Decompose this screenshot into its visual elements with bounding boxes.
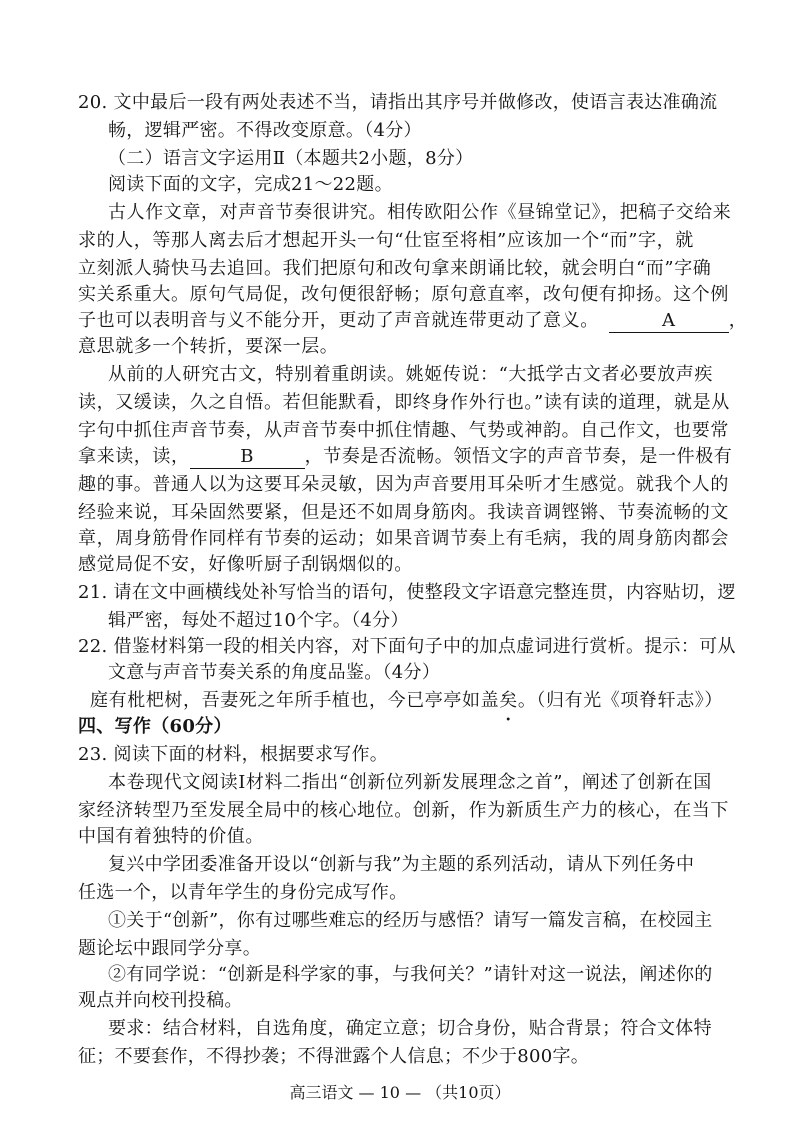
passage-p2-line: 感觉局促不安，好像听厨子刮锅烟似的。 [78, 554, 413, 575]
q23-task-1-line: ①关于“创新”，你有过哪些难忘的经历与感悟？请写一篇发言稿，在校园主 [108, 910, 713, 931]
passage-p2-before-b: 拿来读，读， [78, 446, 190, 467]
passage-p1-line: 实关系重大。原句气局促，改句便很舒畅；原句意直率，改句便有抑扬。这个例 [78, 284, 729, 305]
passage-p2-after-b: ，节奏是否流畅。领悟文字的声音节奏，是一件极有 [304, 446, 733, 467]
passage-p2-line: 从前的人研究古文，特别着重朗读。姚姬传说：“大抵学古文者必要放声疾 [108, 364, 713, 385]
passage-p1-line-with-blank [78, 308, 747, 334]
q23-task-1-line: 题论坛中跟同学分享。 [78, 938, 261, 959]
q22-dotted-particle: 矣 [499, 690, 518, 711]
passage-p1-line: 立刻派人骑快马去追回。我们把原句和改句拿来朗诵比较，就会明白“而”字确 [78, 258, 712, 279]
passage-p2-line: 章，周身筋骨作同样有节奏的运动；如果音调节奏上有毛病，我的周身筋肉都会 [78, 528, 729, 549]
passage-p1-last-line: 意思就多一个转折，要深一层。 [78, 336, 339, 357]
passage-p2-line: 经验来说，耳朵固然要紧，但是还不如周身筋肉。我读音调铿锵、节奏流畅的文 [78, 502, 729, 523]
q22-quote-before: 庭有枇杷树，吾妻死之年所手植也，今已亭亭如盖 [90, 690, 500, 711]
q23-requirements-line: 要求：结合材料，自选角度，确定立意；切合身份，贴合背景；符合文体特 [108, 1018, 712, 1039]
q22-line-1: 22. 借鉴材料第一段的相关内容，对下面句子中的加点虚词进行赏析。提示：可从 [78, 636, 736, 657]
q23-task-2-line: ②有同学说：“创新是科学家的事，与我何关？”请针对这一说法，阐述你的 [108, 964, 713, 985]
blank-b[interactable]: B [190, 446, 305, 469]
blank-a-tail: ， [728, 310, 748, 331]
passage-p2-line-with-blank [78, 444, 732, 470]
q23-activity-line: 复兴中学团委准备开设以“创新与我”为主题的系列活动，请从下列任务中 [108, 854, 695, 875]
q21-line-2: 辑严密，每处不超过10个字。（4分） [108, 610, 409, 631]
section-2-heading: （二）语言文字运用Ⅱ（本题共2小题，8分） [108, 148, 474, 169]
passage-p1-line: 求的人，等那人离去后才想起开头一句“仕宦至将相”应该加一个“而”字，就 [78, 230, 694, 251]
blank-a[interactable]: A [609, 310, 729, 333]
passage-p2-line: 读，又缓读，久之自悟。若但能默看，即终身作外行也。”读有读的道理，就是从 [78, 392, 730, 413]
q22-quote [90, 688, 723, 714]
q22-line-2: 文意与声音节奏关系的角度品鉴。（4分） [108, 662, 441, 683]
q23-material-line: 中国有着独特的价值。 [78, 826, 264, 847]
q23-requirements-line: 征；不要套作，不得抄袭；不得泄露个人信息；不少于800字。 [78, 1046, 590, 1067]
q23-material-line: 家经济转型乃至发展全局中的核心地位。创新，作为新质生产力的核心，在当下 [78, 800, 729, 821]
q23-task-2-line: 观点并向校刊投稿。 [78, 990, 243, 1011]
q23-line-1: 23. 阅读下面的材料，根据要求写作。 [78, 744, 389, 765]
passage-p2-line: 字句中抓住声音节奏，从声音节奏中抓住情趣、气势或神韵。自己作文，也要常 [78, 420, 729, 441]
section-4-heading: 四、写作（60分） [78, 716, 232, 737]
passage-p2-line: 趣的事。普通人以为这要耳朵灵敏，因为声音要用耳朵听才生感觉。就我个人的 [78, 474, 729, 495]
q23-material-line: 本卷现代文阅读Ⅰ材料二指出“创新位列新发展理念之首”，阐述了创新在国 [108, 772, 712, 793]
section-2-instruction: 阅读下面的文字，完成21～22题。 [108, 174, 393, 195]
q23-activity-line: 任选一个，以青年学生的身份完成写作。 [78, 882, 408, 903]
q20-line-2: 畅，逻辑严密。不得改变原意。（4分） [108, 120, 422, 141]
q21-line-1: 21. 请在文中画横线处补写恰当的语句，使整段文字语意完整连贯，内容贴切，逻 [78, 582, 736, 603]
q22-quote-after: 。（归有光《项脊轩志》） [517, 690, 724, 711]
passage-p1-text: 子也可以表明音与义不能分开，更动了声音就连带更动了意义。 [78, 310, 599, 331]
q20-line-1: 20. 文中最后一段有两处表述不当，请指出其序号并做修改，使语言表达准确流 [78, 92, 718, 113]
passage-p1-line: 古人作文章，对声音节奏很讲究。相传欧阳公作《昼锦堂记》，把稿子交给来 [108, 202, 732, 223]
page-footer: 高三语文 — 10 — （共10页） [289, 1083, 511, 1102]
